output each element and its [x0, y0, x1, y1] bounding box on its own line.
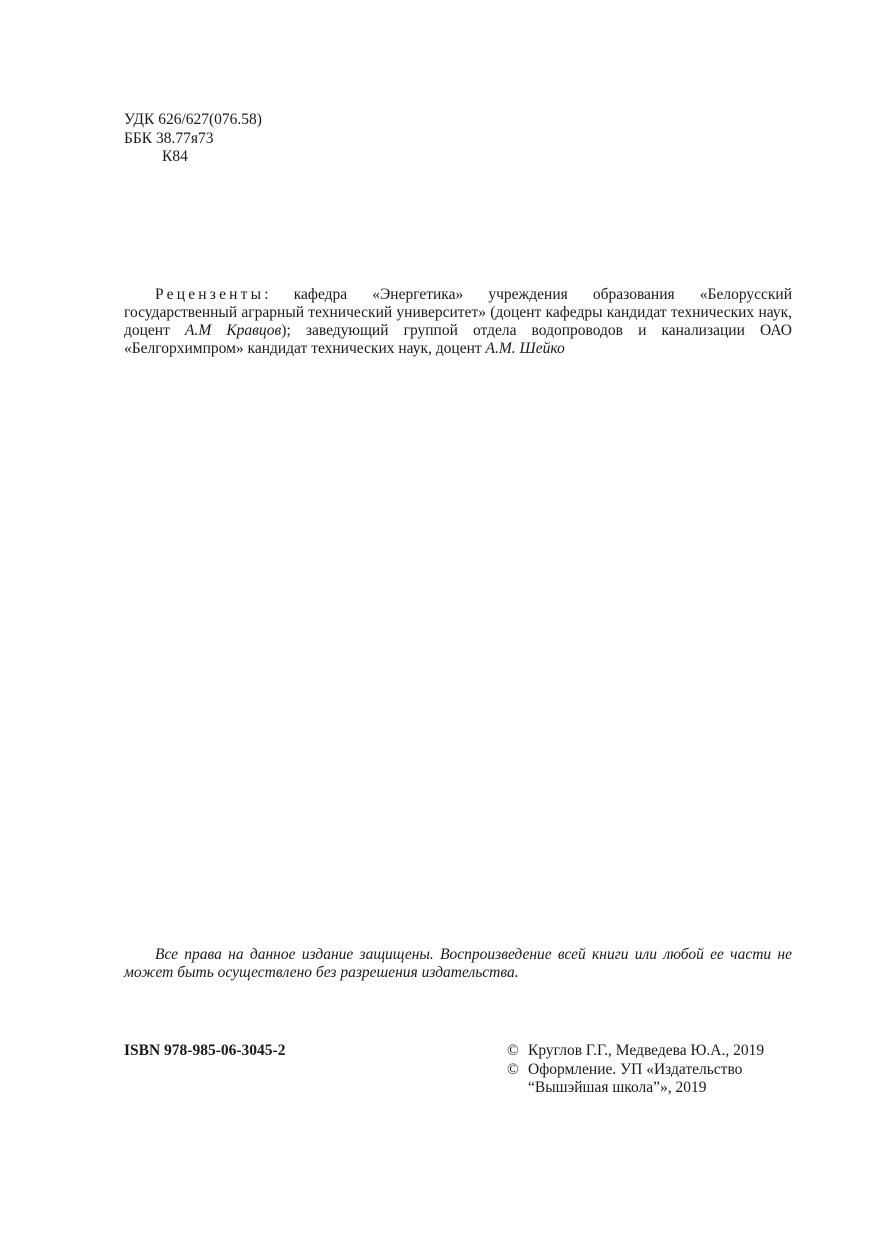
rights-notice: Все права на данное издание защищены. Воспроизведение всей книги или любой ее части не может быть осуществлено без разрешения издательства.	[124, 946, 792, 981]
copyright-authors: Круглов Г.Г., Медведева Ю.А., 2019	[528, 1042, 765, 1059]
classification-codes	[124, 111, 262, 167]
reviewers-text-2: ); заведующий группой отдела водопроводов и канализации ОАО «Белгорхимпром» кандидат технических наук, доцент	[124, 322, 792, 357]
reviewers-paragraph	[124, 286, 792, 358]
reviewers-text-1: кафедра «Энергетика» учреждения образования «Белорусский государственный аграрный технический университет» (доцент кафедры кандидат технических наук, доцент	[124, 286, 792, 339]
bbk-code: ББК 38.77я73	[124, 129, 214, 147]
reviewers-label: Рецензенты	[155, 286, 265, 303]
author-mark: К84	[162, 148, 188, 165]
copyright-symbol-2: ©	[507, 1060, 519, 1078]
copyright-block	[507, 1042, 764, 1098]
copyright-publisher: “Вышэйшая школа”», 2019	[528, 1079, 707, 1096]
copyright-symbol-1: ©	[507, 1042, 519, 1059]
reviewers-colon: :	[264, 286, 269, 303]
copyright-design: Оформление. УП «Издательство	[528, 1060, 743, 1078]
reviewer-name-1: А.М Кравцов	[184, 322, 282, 339]
reviewer-name-2: А.М. Шейко	[485, 340, 565, 357]
udk-code: УДК 626/627(076.58)	[124, 111, 262, 128]
isbn: ISBN 978-985-06-3045-2	[124, 1042, 286, 1059]
